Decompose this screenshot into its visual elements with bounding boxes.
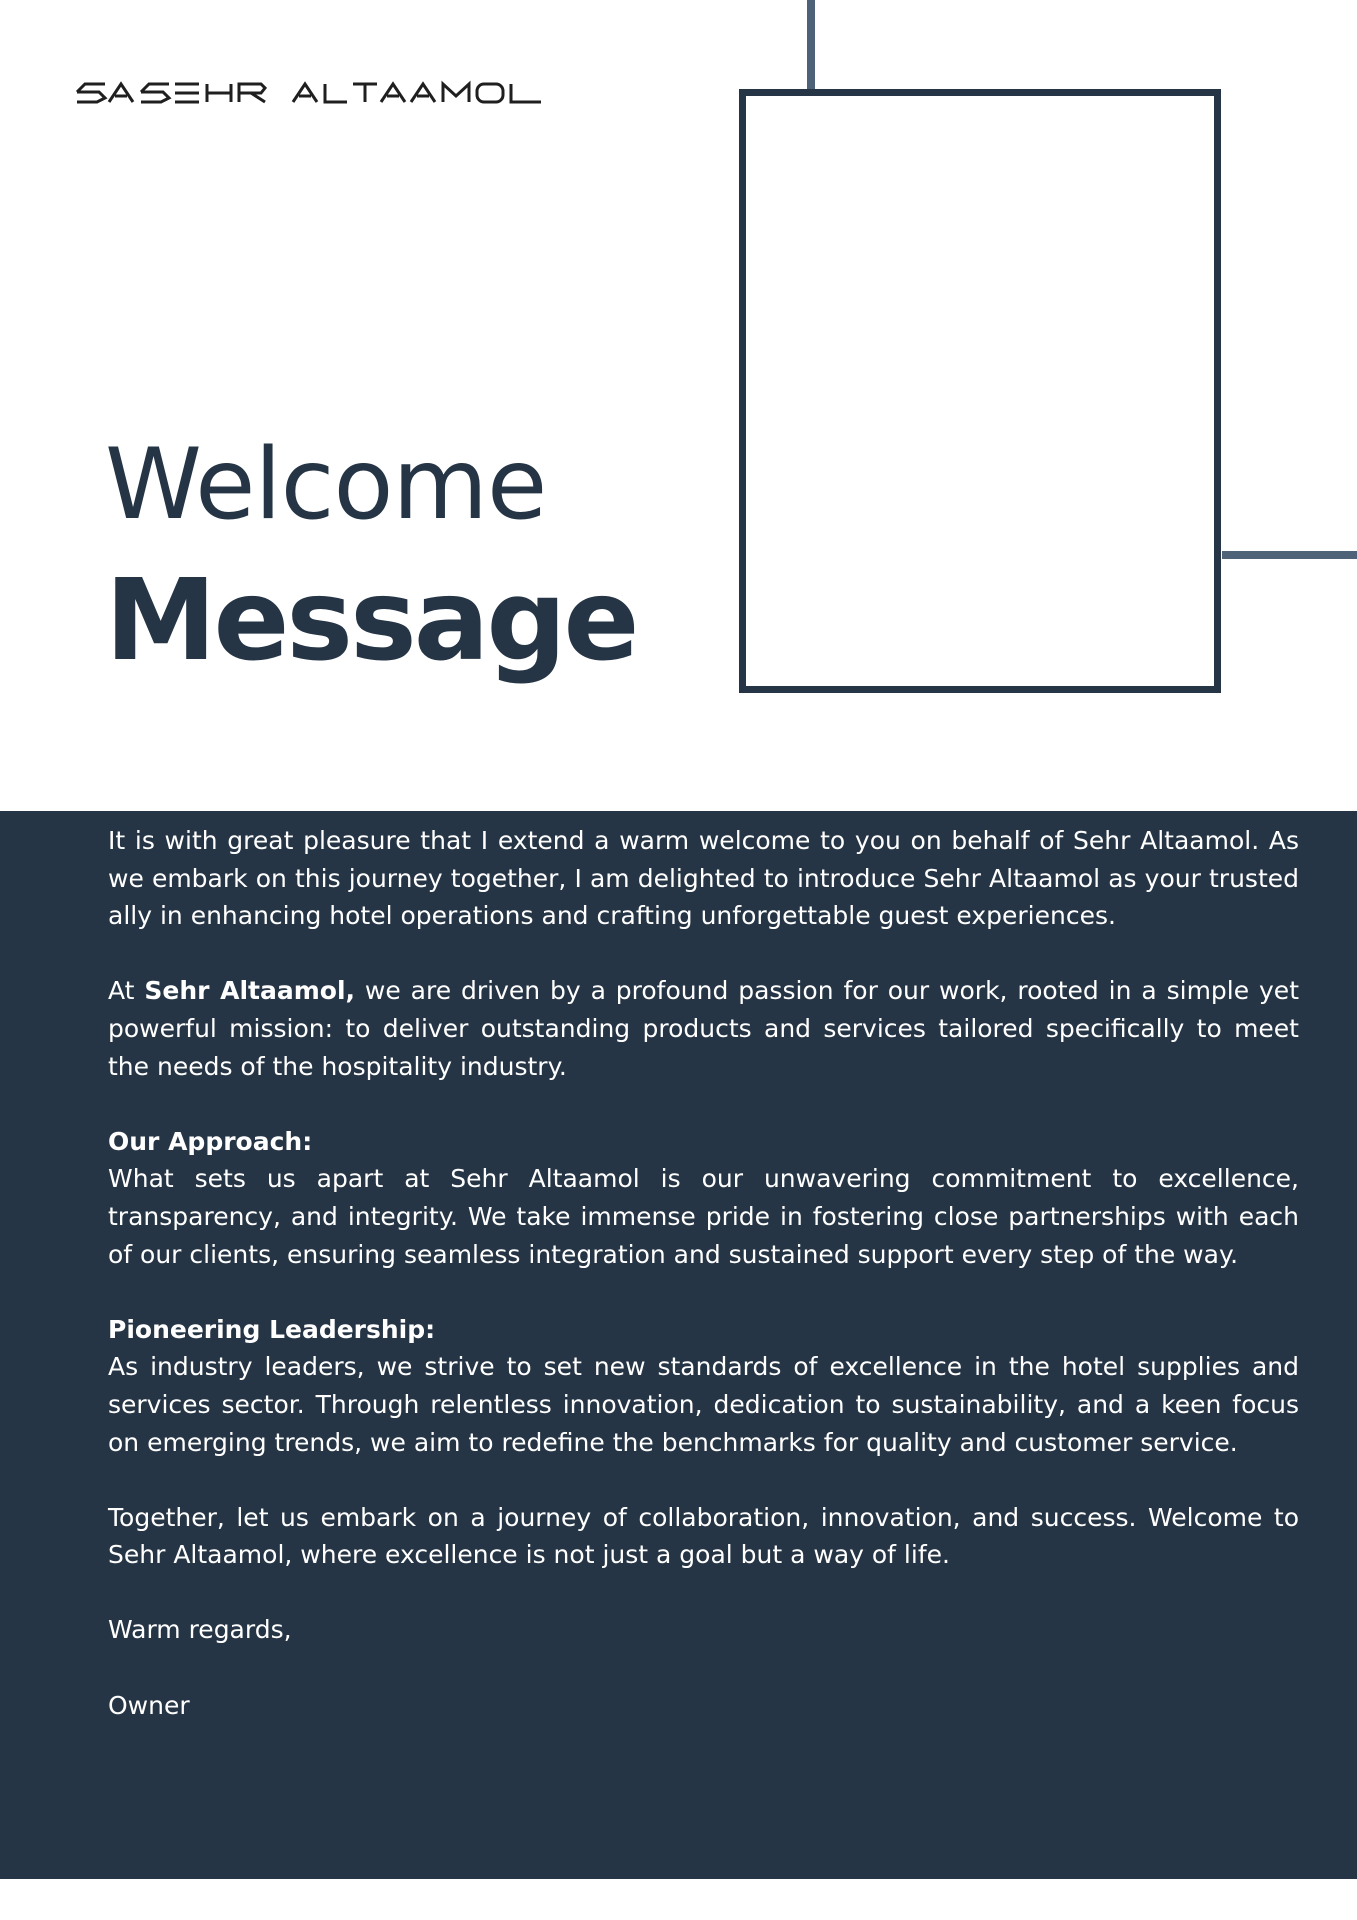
photo-frame: [739, 89, 1221, 693]
decorative-horizontal-line: [1222, 551, 1357, 559]
title-welcome: Welcome: [105, 428, 547, 542]
leadership-heading: Pioneering Leadership:: [108, 1314, 436, 1344]
leadership-section: [108, 1311, 1299, 1461]
intro-paragraph: It is with great pleasure that I extend a warm welcome to you on behalf of Sehr Altaamol. As we embark on this journey together, I am delighted to introduce Sehr Altaamol as your trusted ally in enhancing hotel operations and crafting unforgettable guest experiences.: [108, 826, 1299, 931]
decorative-vertical-line: [807, 0, 815, 92]
approach-heading: Our Approach:: [108, 1126, 313, 1156]
signoff: Warm regards,: [108, 1615, 292, 1645]
mission-prefix: At: [108, 976, 145, 1006]
company-logo: [75, 72, 675, 112]
mission-text: we are driven by a profound passion for our work, rooted in a simple yet powerful mission: to deliver outstanding products and services tailored specifically to meet the needs of the hospitality industry.: [108, 976, 1299, 1081]
closing-paragraph: Together, let us embark on a journey of collaboration, innovation, and success. Welcome to Sehr Altaamol, where excellence is not just a goal but a way of life.: [108, 1502, 1299, 1570]
approach-text: What sets us apart at Sehr Altaamol is our unwavering commitment to excellence, transparency, and integrity. We take immense pride in fostering close partnerships with each of our clients, ensuring seamless integration and sustained support every step of the way.: [108, 1164, 1299, 1269]
signature: Owner: [108, 1690, 190, 1720]
title-message: Message: [105, 556, 637, 686]
leadership-text: As industry leaders, we strive to set new standards of excellence in the hotel supplies and services sector. Through relentless innovation, dedication to sustainability, and a keen focus on emerging trends, we aim to redefine the benchmarks for quality and customer service.: [108, 1352, 1299, 1457]
letter-body: [108, 822, 1299, 1762]
approach-section: [108, 1123, 1299, 1273]
mission-paragraph: [108, 972, 1299, 1085]
company-name-bold: Sehr Altaamol,: [144, 976, 356, 1006]
